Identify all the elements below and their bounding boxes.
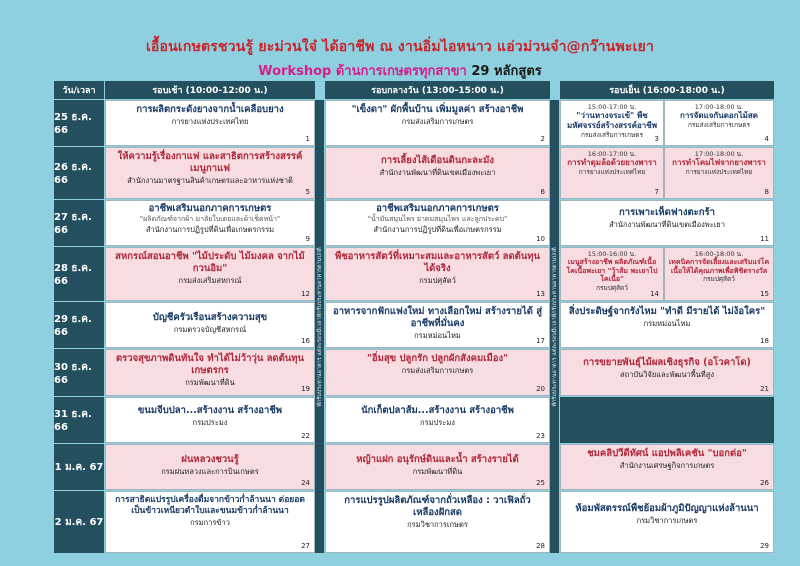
session-org: กรมปศุสัตว์ [703, 275, 735, 283]
session-title: การผลิตกระดังยางจากน้ำเคลือบยาง [136, 104, 284, 115]
session-org: กรมวิชาการเกษตร [407, 520, 468, 529]
session-time: 17:00-18:00 น. [694, 150, 744, 158]
session-number: 2 [540, 135, 545, 143]
session-number: 14 [650, 290, 659, 298]
session-number: 11 [760, 235, 769, 243]
session-org: สำนักงานพัฒนาที่ดินเขตเมืองพะเยา [379, 168, 496, 177]
session-card [560, 247, 664, 301]
session-card [105, 147, 315, 199]
poster-title: เอื้อนเกษตรชวนรู้ ยะม่วนใจ๋ ได้อาชีพ ณ งานอิ่มไอหนาว แอ่วม่วนจ๋า@กว๊านพะเยา [145, 39, 655, 55]
session-card [325, 302, 550, 348]
session-org: กรมหม่อนไหม [643, 319, 691, 328]
session-number: 26 [760, 479, 769, 487]
subtitle-text: Workshop ด้านการเกษตรทุกสาขา [258, 64, 467, 79]
session-title: การขยายพันธุ์ไม้ผลเชิงธุรกิจ (อโวคาโด) [583, 357, 751, 368]
session-title: หญ้าแฝก อนุรักษ์ดินและน้ำ สร้างรายได้ [356, 454, 519, 465]
session-title: ชมคลิปวีดีทัศน์ แอปพลิเคชัน "บอกต่อ" [587, 448, 747, 459]
session-number: 17 [536, 337, 545, 345]
session-card [560, 200, 774, 246]
date-9: 2 ม.ค. 67 [54, 491, 104, 553]
header-evening: รอบเย็น (16:00-18:00 น.) [560, 81, 774, 99]
schedule-grid [54, 81, 774, 553]
date-1: 25 ธ.ค. 66 [54, 100, 104, 146]
date-5: 29 ธ.ค. 66 [54, 302, 104, 348]
session-title: การแปรรูปผลิตภัณฑ์จากถั่วเหลือง : วาเฟิลถั่วเหลืองฝักสด [344, 495, 531, 518]
session-title: เทคนิคการจัดเลี้ยงและเสริมแร่โคเนื้อให้ได้คุณภาพเพื่อพิชิตรางวัล [668, 258, 770, 275]
session-card [325, 100, 550, 146]
session-card [105, 491, 315, 553]
session-org: กรมส่งเสริมการเกษตร [401, 117, 474, 126]
session-title: พืชอาหารสัตว์ที่เหมาะสมและอาหารสัตว์ ลดต้นทุนได้จริง [334, 251, 541, 274]
session-number: 5 [305, 188, 310, 196]
session-title: ขนมจีบปลา...สร้างงาน สร้างอาชีพ [137, 405, 283, 416]
session-org: กรมการข้าว [190, 518, 230, 527]
session-org: กรมตรวจบัญชีสหกรณ์ [173, 325, 247, 334]
session-card [560, 349, 774, 396]
session-subtitle: "ผลิตภัณฑ์จากผ้า มาลัยใบเตยและผ้าเช็ดหน้า" [139, 215, 281, 223]
session-number: 19 [301, 385, 310, 393]
session-org: กรมส่งเสริมการเกษตร [580, 131, 644, 139]
course-count: 29 หลักสูตร [471, 64, 542, 79]
session-title: อาชีพเสริมนอกภาคการเกษตร [376, 203, 499, 214]
session-number: 24 [301, 479, 310, 487]
session-org: กรมส่งเสริมการเกษตร [687, 121, 751, 129]
session-card [664, 247, 774, 301]
session-card [664, 100, 774, 146]
date-8: 1 ม.ค. 67 [54, 444, 104, 490]
date-2: 26 ธ.ค. 66 [54, 147, 104, 199]
session-org: สถาบันวิจัยและพัฒนาพื้นที่สูง [620, 370, 714, 379]
poster-subtitle [0, 60, 800, 81]
date-3: 27 ธ.ค. 66 [54, 200, 104, 246]
session-org: สำนักงานการปฏิรูปที่ดินเพื่อเกษตรกรรม [145, 225, 275, 234]
session-number: 18 [760, 337, 769, 345]
session-number: 3 [654, 135, 659, 143]
session-number: 9 [305, 235, 310, 243]
date-6: 30 ธ.ค. 66 [54, 349, 104, 396]
session-title: การจัดแจกันดอกไม้สด [680, 111, 758, 120]
session-title: ฝนหลวงชวนรู้ [181, 454, 239, 465]
session-title: การสาธิตแปรรูปเครื่องดื่มจากข้าวก่ำล้านนา ต่อยอดเป็นข้าวเหนียวดำใบและขนมข้าวก่ำล้านนา [115, 495, 305, 516]
session-number: 20 [536, 385, 545, 393]
session-title: การทำโคมไฟจากยางพารา [672, 158, 766, 167]
session-time: 16:00-17:00 น. [587, 150, 637, 158]
session-card [560, 100, 664, 146]
session-time: 15:00-17:00 น. [587, 103, 637, 111]
session-title: "ว่านหางจระเข้" พืชมหัศจรรย์สร้างสรรค์อาชีพ [567, 111, 657, 130]
session-number: 25 [536, 479, 545, 487]
session-org: กรมหม่อนไหม [414, 331, 461, 340]
session-card [325, 444, 550, 490]
session-card [560, 147, 664, 199]
session-number: 13 [536, 290, 545, 298]
session-title: ตรวจสุขภาพดินทันใจ ทำได้ไม่ว้าวุ่น ลดต้นทุนเกษตรกร [115, 353, 305, 376]
session-title: ให้ความรู้เรื่องกาแฟ และสาธิตการสร้างสรรค์เมนูกาแฟ [117, 151, 303, 174]
session-card [325, 147, 550, 199]
session-number: 4 [764, 135, 769, 143]
session-title: สหกรณ์สอนอาชีพ "ไม้ประดับ ไม้มงคล จากไม้กวนอิม" [115, 251, 305, 274]
session-time: 15:00-16:00 น. [587, 250, 637, 258]
session-card [105, 247, 315, 301]
session-card [105, 200, 315, 246]
session-card [105, 302, 315, 348]
session-card [105, 349, 315, 396]
session-title: ห้อมพัสตรรณ์พืชย้อมผ้าภูมิปัญญาแห่งล้านนา [575, 503, 759, 514]
session-org: กรมปศุสัตว์ [596, 283, 628, 292]
session-card [560, 491, 774, 553]
session-card [105, 444, 315, 490]
session-time: 17:00-18:00 น. [694, 103, 744, 111]
session-card [325, 247, 550, 301]
session-org: กรมประมง [192, 418, 228, 427]
session-org: สำนักงานเศรษฐกิจการเกษตร [619, 461, 715, 470]
session-number: 16 [301, 337, 310, 345]
break-label-1: พักรับประทานอาหาร แต่ละรอบมีเวลาพักรับประทานอาหารตามปกติ [316, 246, 323, 407]
session-org: กรมฝนหลวงและการบินเกษตร [161, 467, 259, 476]
session-org: สำนักงานมาตรฐานสินค้าเกษตรและอาหารแห่งชาติ [127, 176, 293, 185]
session-title: "อิ่มสุข ปลูกรัก ปลูกผักสังคมเมือง" [366, 353, 509, 364]
session-card [664, 147, 774, 199]
session-number: 28 [536, 542, 545, 550]
header-date: วัน/เวลา [54, 81, 104, 99]
session-org: กรมส่งเสริมสหกรณ์ [178, 276, 242, 285]
session-number: 1 [305, 135, 310, 143]
session-org: การยางแห่งประเทศไทย [171, 117, 249, 126]
session-org: กรมส่งเสริมการเกษตร [401, 366, 474, 375]
session-number: 6 [540, 188, 545, 196]
break-bar-1 [315, 100, 324, 553]
session-org: สำนักงานการปฏิรูปที่ดินเพื่อเกษตรกรรม [373, 225, 502, 234]
session-number: 10 [536, 235, 545, 243]
header-afternoon: รอบกลางวัน (13:00-15:00 น.) [325, 81, 550, 99]
session-org: กรมปศุสัตว์ [419, 276, 456, 285]
session-number: 27 [301, 542, 310, 550]
session-subtitle: "น้ำมันสมุนไพร ยาดมสมุนไพร และลูกประคบ" [367, 215, 508, 223]
session-number: 15 [760, 290, 769, 298]
empty-slot [560, 397, 774, 443]
session-card [325, 491, 550, 553]
session-number: 22 [301, 432, 310, 440]
session-org: การยางแห่งประเทศไทย [578, 168, 646, 176]
session-title: สิ่งประดิษฐ์จากรังไหม "ทำดี มีรายได้ ไม่ง้อใคร" [568, 306, 766, 317]
session-number: 29 [760, 542, 769, 550]
session-card [560, 302, 774, 348]
session-number: 8 [764, 188, 769, 196]
session-card [325, 349, 550, 396]
header-morning: รอบเช้า (10:00-12:00 น.) [105, 81, 315, 99]
session-title: "เข็งดา" ผักพื้นบ้าน เพิ่มมูลค่า สร้างอาชีพ [351, 104, 524, 115]
session-card [325, 397, 550, 443]
session-number: 21 [760, 385, 769, 393]
session-title: การเลี้ยงไส้เดือนดินกะละมัง [381, 155, 494, 166]
break-label-2: พักรับประทานอาหาร แต่ละรอบมีเวลาพักรับประทานอาหารตามปกติ [551, 246, 558, 407]
session-org: การยางแห่งประเทศไทย [685, 168, 753, 176]
session-title: บัญชีครัวเรือนสร้างความสุข [152, 312, 268, 323]
session-title: นักเก็ตปลาส้ม...สร้างงาน สร้างอาชีพ [361, 405, 514, 416]
session-title: การเพาะเห็ดฟางตะกร้า [619, 207, 715, 218]
session-card [560, 444, 774, 490]
session-title: การทำดุมล้อด้วยยางพารา [567, 158, 657, 167]
session-card [105, 100, 315, 146]
session-card [105, 397, 315, 443]
session-org: กรมประมง [420, 418, 455, 427]
session-number: 23 [536, 432, 545, 440]
session-org: กรมวิชาการเกษตร [636, 516, 698, 525]
session-org: สำนักงานพัฒนาที่ดินเขตเมืองพะเยา [609, 220, 725, 229]
session-number: 12 [301, 290, 310, 298]
session-org: กรมพัฒนาที่ดิน [412, 467, 463, 476]
session-title: อาหารจากฟักแฟงใหม่ ทางเลือกใหม่ สร้างรายได้ สู่อาชีพที่มั่นคง [333, 306, 542, 329]
session-org: กรมพัฒนาที่ดิน [185, 378, 235, 387]
date-4: 28 ธ.ค. 66 [54, 247, 104, 301]
date-7: 31 ธ.ค. 66 [54, 397, 104, 443]
session-title: อาชีพเสริมนอกภาคการเกษตร [148, 203, 272, 214]
session-title: เมนูสร้างอาชีพ ผลิตภัณฑ์เนื้อโคเนื้อพะเยา "ว้าส้ม พะเยาโปโคเนื้อ" [566, 258, 658, 283]
session-time: 16:00-18:00 น. [694, 250, 744, 258]
session-number: 7 [654, 188, 659, 196]
session-card [325, 200, 550, 246]
break-bar-2 [550, 100, 559, 553]
